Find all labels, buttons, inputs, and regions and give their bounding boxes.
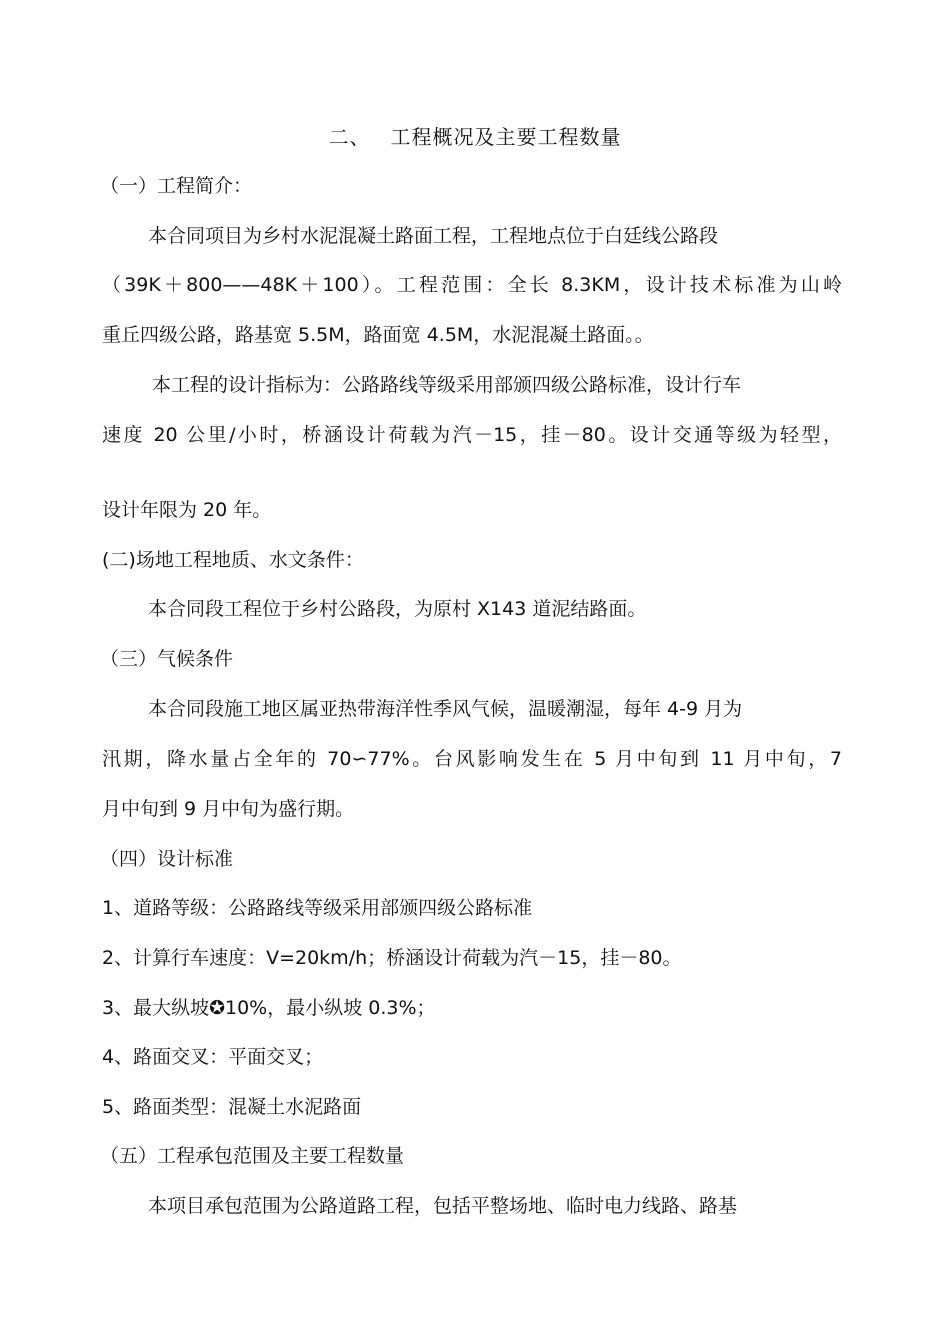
section-4-heading: （四）设计标准 bbox=[100, 848, 234, 870]
section-1-paragraph-2-line-2: 速度 20 公里/小时，桥涵设计荷载为汽－15，挂－80。设计交通等级为轻型， bbox=[102, 424, 842, 446]
section-1-paragraph-1-line-2: （39K＋800——48K＋100）。工程范围：全长 8.3KM，设计技术标准为山岭 bbox=[102, 274, 842, 296]
page-title-number: 二、 bbox=[328, 125, 371, 149]
page-title-text: 工程概况及主要工程数量 bbox=[390, 125, 622, 149]
section-5-paragraph-1-line-1: 本项目承包范围为公路道路工程，包括平整场地、临时电力线路、路基 bbox=[148, 1195, 738, 1217]
section-3-paragraph-1-line-3: 月中旬到 9 月中旬为盛行期。 bbox=[102, 798, 355, 820]
section-1-paragraph-1-line-3: 重丘四级公路，路基宽 5.5M，路面宽 4.5M，水泥混凝土路面。。 bbox=[102, 324, 654, 346]
section-4-item-5: 5、路面类型：混凝土水泥路面 bbox=[102, 1096, 362, 1118]
section-4-item-2: 2、计算行车速度：V=20km/h；桥涵设计荷载为汽－15，挂－80。 bbox=[102, 947, 682, 969]
section-3-paragraph-1-line-2: 汛期，降水量占全年的 70∽77%。台风影响发生在 5 月中旬到 11 月中旬，7 bbox=[102, 748, 842, 770]
section-4-item-4: 4、路面交叉：平面交叉； bbox=[102, 1046, 324, 1068]
section-1-heading: （一）工程简介： bbox=[100, 175, 253, 197]
section-1-paragraph-2-line-1: 本工程的设计指标为：公路路线等级采用部颁四级公路标准，设计行车 bbox=[152, 374, 742, 396]
section-4-item-1: 1、道路等级：公路路线等级采用部颁四级公路标准 bbox=[102, 897, 533, 919]
page-title bbox=[0, 124, 950, 150]
section-1-paragraph-1-line-1: 本合同项目为乡村水泥混凝土路面工程，工程地点位于白廷线公路段 bbox=[148, 225, 719, 247]
section-5-heading: （五）工程承包范围及主要工程数量 bbox=[100, 1145, 405, 1167]
section-1-paragraph-2-line-3: 设计年限为 20 年。 bbox=[102, 499, 272, 521]
section-3-heading: （三）气候条件 bbox=[100, 648, 234, 670]
section-3-paragraph-1-line-1: 本合同段施工地区属亚热带海洋性季风气候，温暖潮湿，每年 4-9 月为 bbox=[148, 698, 743, 720]
section-4-item-3: 3、最大纵坡✪10%，最小纵坡 0.3%； bbox=[102, 997, 436, 1019]
section-2-heading: (二)场地工程地质、水文条件： bbox=[102, 549, 364, 571]
section-2-paragraph-1: 本合同段工程位于乡村公路段，为原村 X143 道泥结路面。 bbox=[148, 598, 647, 620]
